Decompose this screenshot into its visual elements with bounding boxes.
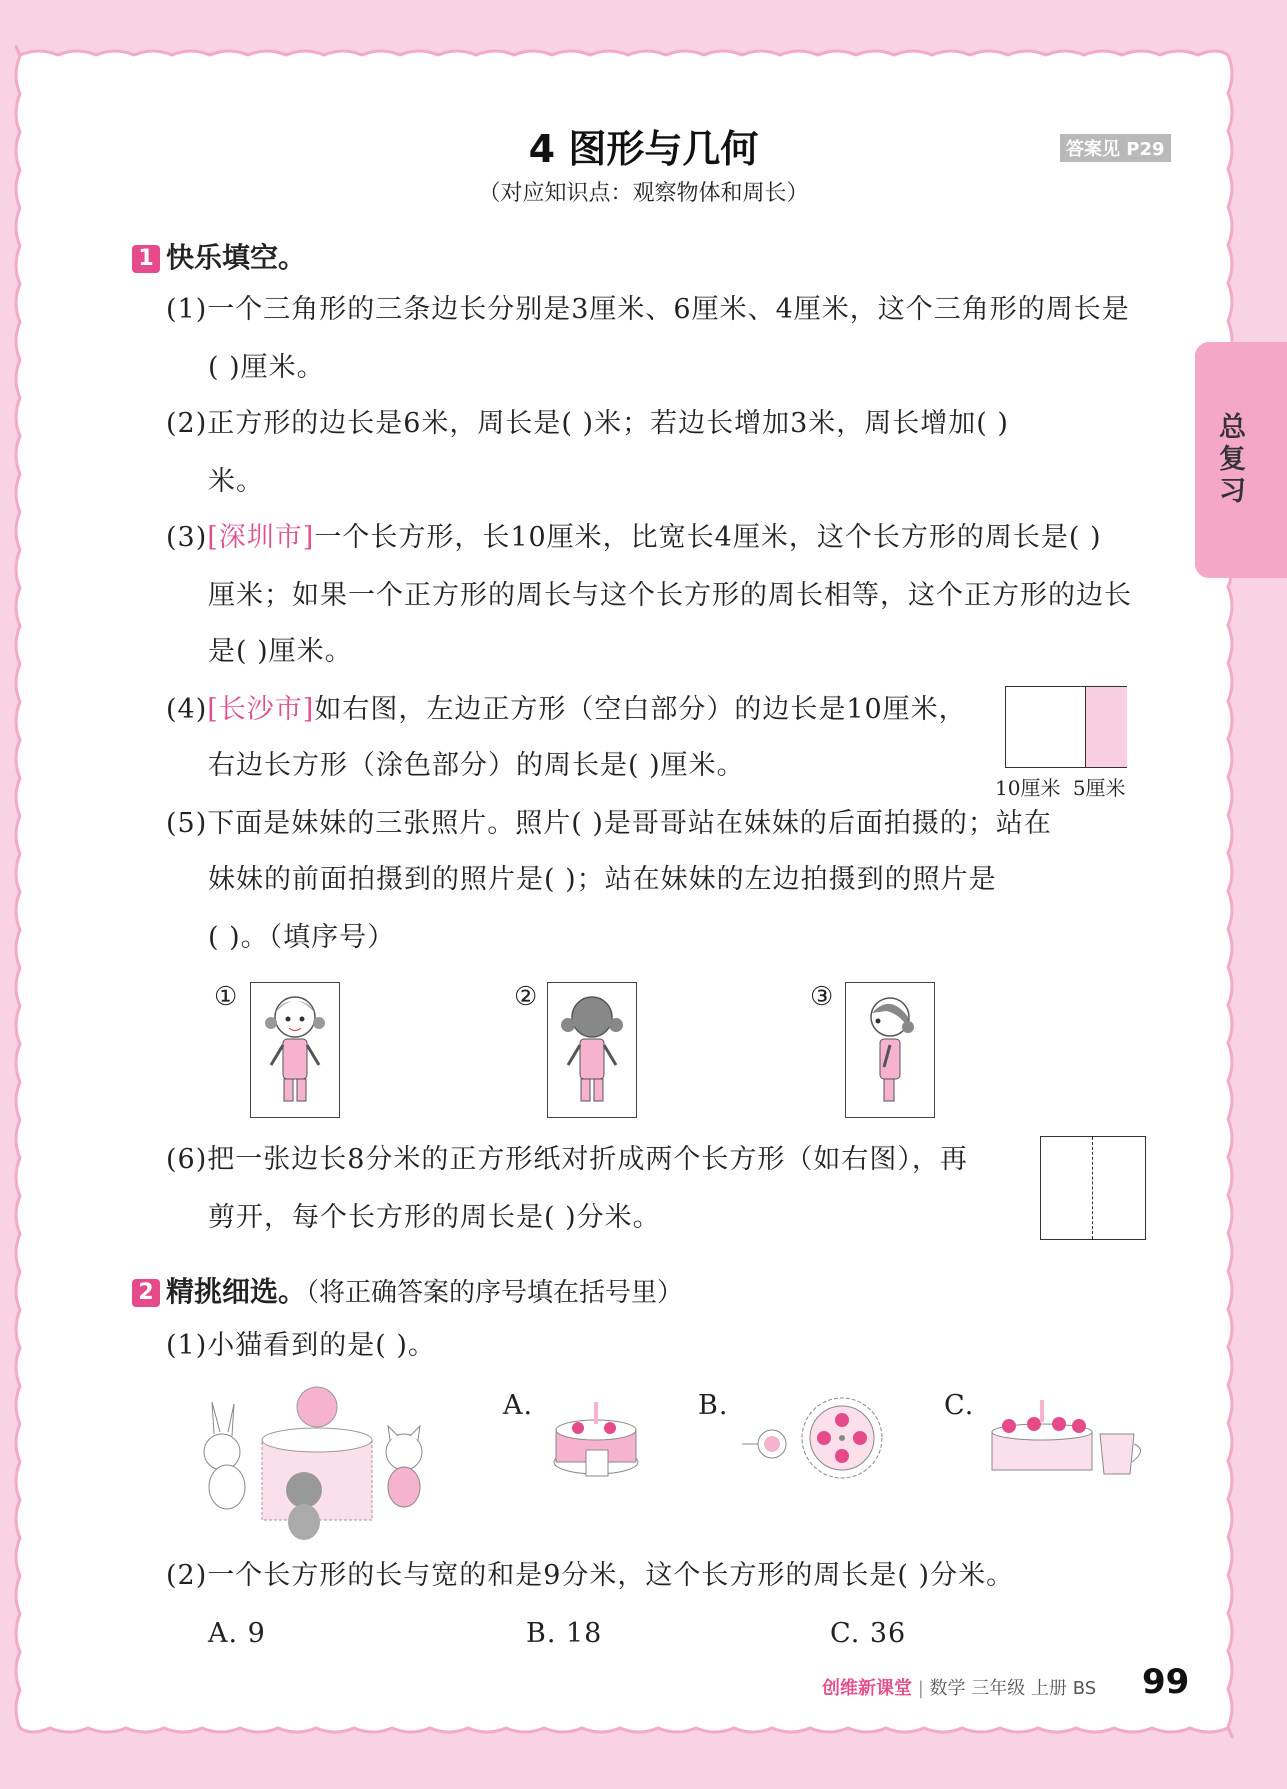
q3-line2: 厘米；如果一个正方形的周长与这个长方形的周长相等，这个正方形的边长 — [208, 580, 1132, 611]
option-c-label: C. — [944, 1390, 975, 1421]
section-2-note: （将正确答案的序号填在括号里） — [306, 1278, 684, 1308]
q5-line1: (5)下面是妹妹的三张照片。照片( )是哥哥站在妹妹的后面拍摄的；站在 — [166, 808, 1052, 839]
photo-3-side-view — [845, 982, 935, 1118]
q3-text: 一个长方形，长10厘米，比宽长4厘米，这个长方形的周长是( ) — [314, 522, 1102, 553]
section-2-number: 2 — [132, 1279, 160, 1307]
q3-city-tag: [深圳市] — [207, 522, 315, 553]
s2-q2: (2)一个长方形的长与宽的和是9分米，这个长方形的周长是( )分米。 — [166, 1560, 1015, 1591]
cat-table-scene-icon — [192, 1382, 444, 1542]
label-5cm: 5厘米 — [1072, 776, 1126, 800]
q4-number: (4) — [166, 694, 208, 725]
fold-line — [1092, 1137, 1093, 1239]
q4-line2: 右边长方形（涂色部分）的周长是( )厘米。 — [208, 750, 745, 781]
girl-side-icon — [846, 983, 934, 1117]
page-title: 4 图形与几何 — [528, 127, 759, 171]
q4-city-tag: [长沙市] — [207, 694, 315, 725]
photo-3-label: ③ — [810, 982, 834, 1012]
option-a-cake-icon — [548, 1392, 648, 1482]
page-number: 99 — [1142, 1662, 1190, 1702]
s2-q1: (1)小猫看到的是( )。 — [166, 1330, 436, 1361]
q6-folded-square — [1040, 1136, 1146, 1240]
q4-line1 — [166, 692, 967, 728]
q1-line2: ( )厘米。 — [208, 352, 325, 383]
s2-q2-option-c: C. 36 — [830, 1618, 907, 1649]
s2-q2-option-b: B. 18 — [526, 1618, 603, 1649]
page-subtitle: （对应知识点：观察物体和周长） — [478, 181, 809, 206]
label-10cm: 10厘米 — [995, 776, 1061, 800]
q6-line1: (6)把一张边长8分米的正方形纸对折成两个长方形（如右图），再 — [166, 1144, 968, 1175]
q5-line3: ( )。（填序号） — [208, 922, 396, 953]
q4-figure-labels — [995, 772, 1126, 801]
photo-2-back-view — [547, 982, 637, 1118]
photo-1-label: ① — [214, 982, 238, 1012]
q3-number: (3) — [166, 522, 208, 553]
q4-figure — [1005, 686, 1127, 768]
side-tab-review — [1195, 342, 1287, 578]
section-1-number: 1 — [132, 245, 160, 273]
option-c-cake-side-icon — [984, 1392, 1154, 1482]
photo-2-label: ② — [514, 982, 538, 1012]
photo-1-front-view — [250, 982, 340, 1118]
q2-line2: 米。 — [208, 466, 264, 497]
q5-line2: 妹妹的前面拍摄到的照片是( )；站在妹妹的左边拍摄到的照片是 — [208, 864, 997, 895]
footer-book-info: 数学 三年级 上册 BS — [929, 1678, 1097, 1699]
q4-text: 如右图，左边正方形（空白部分）的边长是10厘米， — [314, 694, 967, 725]
footer-brand: 创维新课堂 — [822, 1678, 912, 1699]
option-a-label: A. — [503, 1390, 534, 1421]
q3-line1 — [166, 520, 1102, 556]
q2-line1: (2)正方形的边长是6米，周长是( )米；若边长增加3米，周长增加( ) — [166, 408, 1009, 439]
shaded-rectangle — [1085, 687, 1127, 767]
footer-info-line: 创维新课堂 | 数学 三年级 上册 BS — [822, 1678, 1097, 1699]
section-1-title: 快乐填空。 — [166, 241, 307, 274]
option-b-cake-top-icon — [742, 1392, 892, 1482]
section-2-title: 精挑细选。 — [166, 1275, 307, 1308]
option-b-label: B. — [698, 1390, 729, 1421]
section-2-heading — [132, 1270, 683, 1310]
section-1-heading — [132, 236, 306, 276]
q1-line1: (1)一个三角形的三条边长分别是3厘米、6厘米、4厘米，这个三角形的周长是 — [166, 294, 1130, 325]
q3-line3: 是( )厘米。 — [208, 636, 353, 667]
girl-back-icon — [548, 983, 636, 1117]
q6-line2: 剪开，每个长方形的周长是( )分米。 — [208, 1202, 661, 1233]
side-tab-label: 总复习 — [1219, 412, 1246, 507]
answer-badge: 答案见 P29 — [1060, 134, 1171, 162]
s2-q2-option-a: A. 9 — [208, 1618, 266, 1649]
girl-front-icon — [251, 983, 339, 1117]
